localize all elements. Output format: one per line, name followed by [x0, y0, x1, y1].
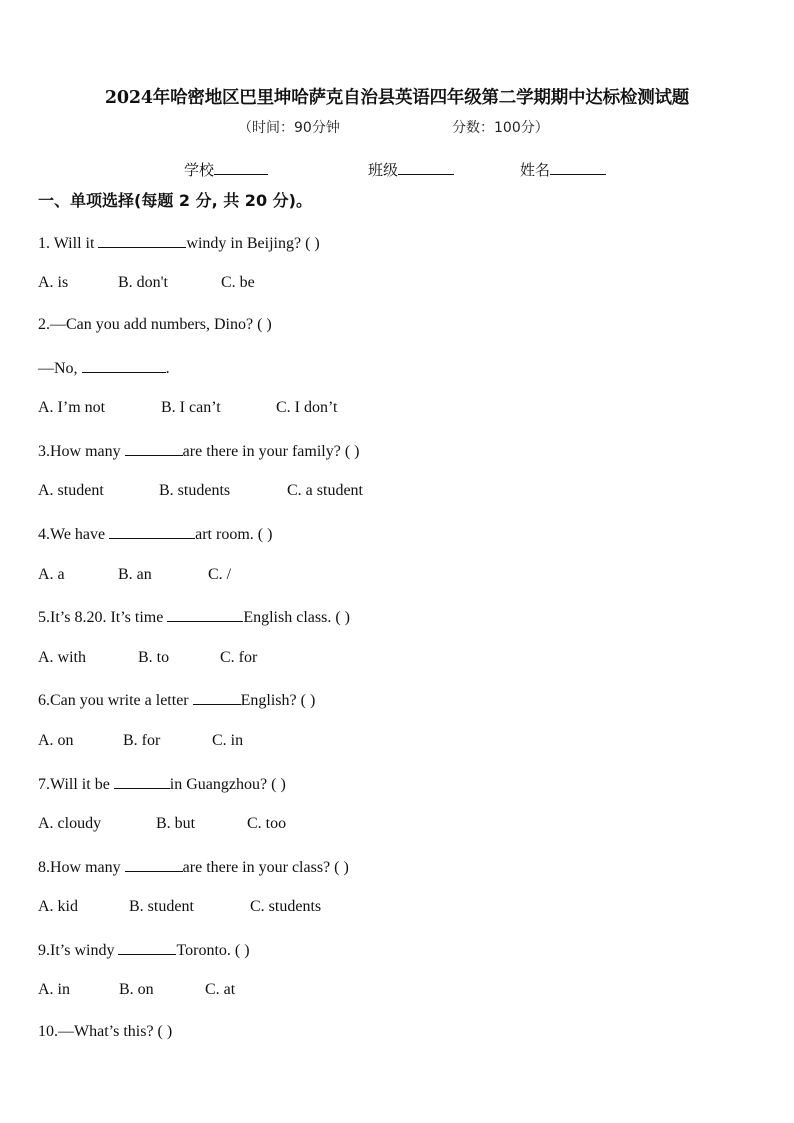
option-c[interactable]: C. too: [247, 815, 287, 832]
options-4: [38, 566, 231, 584]
options-5: [38, 649, 257, 667]
school-blank[interactable]: [214, 161, 268, 175]
school-label: 学校: [184, 161, 215, 179]
answer-paren[interactable]: ( ): [157, 1023, 173, 1040]
option-a[interactable]: A. kid: [38, 898, 78, 915]
answer-paren[interactable]: ( ): [257, 316, 272, 333]
question-2: [38, 316, 272, 334]
option-a[interactable]: A. with: [38, 649, 86, 666]
question-5: [38, 607, 350, 627]
answer-paren[interactable]: ( ): [257, 526, 273, 543]
question-text: art room.: [195, 526, 254, 543]
options-2: [38, 399, 337, 417]
question-text: Toronto.: [176, 942, 231, 959]
option-b[interactable]: B. don't: [118, 274, 168, 291]
options-1: [38, 274, 255, 292]
answer-blank[interactable]: [167, 607, 243, 622]
answer-paren[interactable]: ( ): [234, 942, 250, 959]
question-6: [38, 690, 315, 710]
time-note: （时间：90分钟: [238, 120, 340, 136]
question-text: 3.How many: [38, 443, 121, 460]
option-b[interactable]: B. for: [123, 732, 161, 749]
option-c[interactable]: C. /: [208, 566, 232, 583]
answer-blank[interactable]: [114, 774, 170, 789]
option-b[interactable]: B. on: [119, 981, 154, 998]
name-blank[interactable]: [550, 161, 606, 175]
school-field: [184, 159, 268, 180]
answer-blank[interactable]: [98, 233, 186, 248]
answer-paren[interactable]: ( ): [334, 859, 349, 876]
options-6: [38, 732, 243, 750]
option-c[interactable]: C. students: [250, 898, 322, 915]
options-9: [38, 981, 235, 999]
question-text: .: [165, 360, 170, 377]
answer-paren[interactable]: ( ): [300, 692, 316, 709]
class-label: 班级: [368, 161, 399, 179]
option-b[interactable]: B. but: [156, 815, 196, 832]
question-text: 10.—What’s this?: [38, 1023, 154, 1040]
answer-paren[interactable]: ( ): [271, 776, 286, 793]
option-a[interactable]: A. cloudy: [38, 815, 102, 832]
option-a[interactable]: A. is: [38, 274, 69, 291]
section-title: 一、单项选择(每题 2 分, 共 20 分)。: [38, 191, 312, 210]
answer-blank[interactable]: [118, 940, 176, 955]
question-text: 7.Will it be: [38, 776, 110, 793]
question-1: [38, 233, 320, 253]
option-c[interactable]: C. I don’t: [276, 399, 338, 416]
option-a[interactable]: A. student: [38, 482, 104, 499]
question-7: [38, 774, 286, 794]
option-a[interactable]: A. on: [38, 732, 74, 749]
option-b[interactable]: B. students: [159, 482, 231, 499]
answer-blank[interactable]: [193, 690, 241, 705]
question-text: 9.It’s windy: [38, 942, 115, 959]
answer-paren[interactable]: ( ): [305, 235, 320, 252]
question-text: 2.—Can you add numbers, Dino?: [38, 316, 254, 333]
options-3: [38, 482, 363, 500]
question-text: —No,: [38, 360, 78, 377]
question-10: [38, 1023, 172, 1041]
option-a[interactable]: A. a: [38, 566, 65, 583]
option-c[interactable]: C. be: [221, 274, 255, 291]
answer-blank[interactable]: [125, 441, 183, 456]
question-text: in Guangzhou?: [169, 776, 268, 793]
options-7: [38, 815, 286, 833]
question-text: 5.It’s 8.20. It’s time: [38, 609, 164, 626]
question-2-reply: [38, 358, 170, 378]
question-4: [38, 524, 272, 544]
question-text: are there in your class?: [182, 859, 331, 876]
question-text: English class.: [243, 609, 332, 626]
question-text: 6.Can you write a letter: [38, 692, 189, 709]
answer-paren[interactable]: ( ): [335, 609, 350, 626]
option-a[interactable]: A. in: [38, 981, 70, 998]
option-b[interactable]: B. student: [129, 898, 194, 915]
question-text: are there in your family?: [182, 443, 341, 460]
question-text: 4.We have: [38, 526, 106, 543]
class-field: [368, 159, 454, 180]
answer-blank[interactable]: [82, 358, 166, 373]
score-note: 分数：100分）: [452, 120, 549, 136]
answer-blank[interactable]: [109, 524, 195, 539]
question-8: [38, 857, 349, 877]
option-c[interactable]: C. at: [205, 981, 236, 998]
exam-title: 2024年哈密地区巴里坤哈萨克自治县英语四年级第二学期期中达标检测试题: [104, 88, 690, 108]
class-blank[interactable]: [398, 161, 454, 175]
question-text: 8.How many: [38, 859, 121, 876]
option-b[interactable]: B. an: [118, 566, 152, 583]
question-3: [38, 441, 359, 461]
option-b[interactable]: B. to: [138, 649, 170, 666]
name-label: 姓名: [520, 161, 551, 179]
answer-paren[interactable]: ( ): [344, 443, 360, 460]
option-c[interactable]: C. for: [220, 649, 258, 666]
question-text: English?: [240, 692, 297, 709]
question-text: 1. Will it: [38, 235, 95, 252]
name-field: [520, 159, 606, 180]
question-text: windy in Beijing?: [186, 235, 302, 252]
options-8: [38, 898, 321, 916]
option-a[interactable]: A. I’m not: [38, 399, 106, 416]
option-c[interactable]: C. a student: [287, 482, 363, 499]
option-c[interactable]: C. in: [212, 732, 244, 749]
answer-blank[interactable]: [125, 857, 183, 872]
option-b[interactable]: B. I can’t: [161, 399, 221, 416]
question-9: [38, 940, 250, 960]
